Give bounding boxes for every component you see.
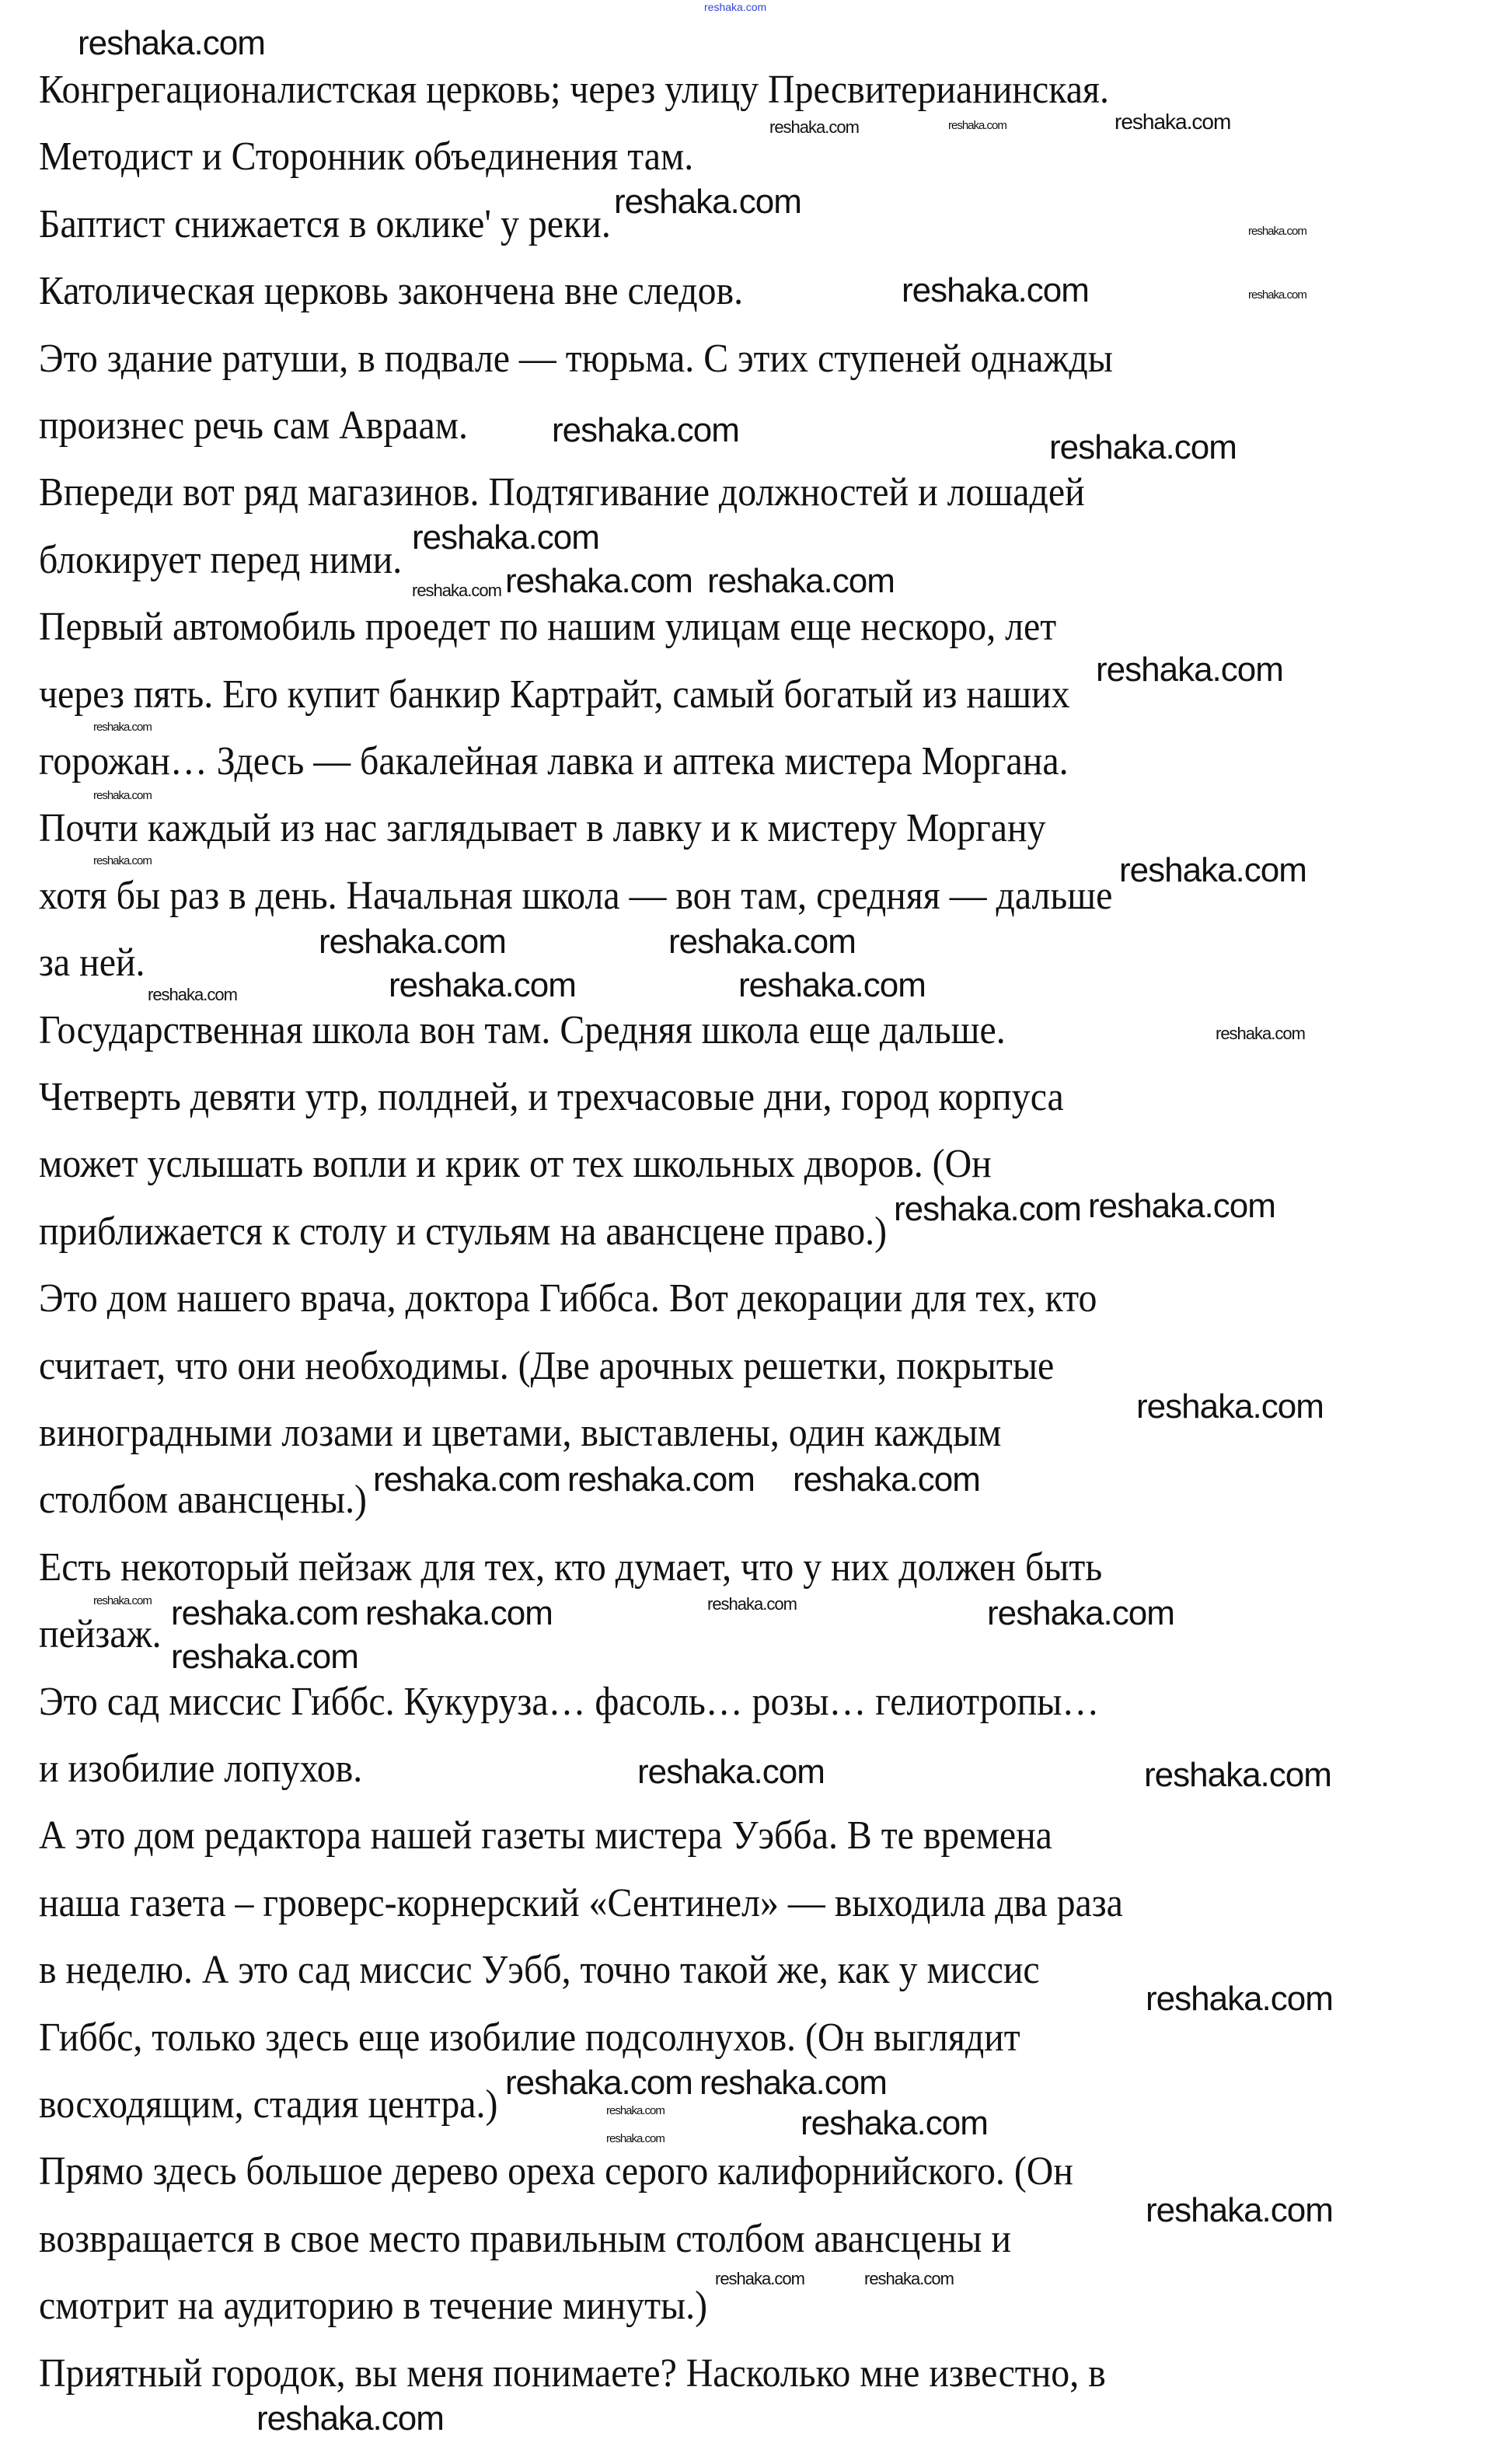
watermark: reshaka.com (668, 923, 856, 961)
watermark: reshaka.com (1049, 428, 1237, 466)
watermark: reshaka.com (78, 24, 265, 62)
text-line: горожан… Здесь — бакалейная лавка и аптека мистера Моргана. (39, 739, 1069, 784)
text-line: Католическая церковь закончена вне следов. (39, 269, 744, 314)
text-line: блокирует перед ними. (39, 537, 403, 582)
text-line: столбом авансцены.) (39, 1478, 367, 1523)
watermark: reshaka.com (1146, 2191, 1333, 2229)
watermark: reshaka.com (793, 1461, 980, 1499)
watermark: reshaka.com (1216, 1024, 1305, 1043)
text-line: Четверть девяти утр, полдней, и трехчасовые дни, город корпуса (39, 1075, 1064, 1119)
watermark: reshaka.com (1144, 1756, 1331, 1794)
watermark: reshaka.com (987, 1594, 1174, 1632)
text-line: Конгрегационалистская церковь; через улицу Пресвитерианинская. (39, 68, 1109, 112)
text-line: Есть некоторый пейзаж для тех, кто думает, что у них должен быть (39, 1544, 1103, 1590)
text-line: Гиббс, только здесь еще изобилие подсолнухов. (Он выглядит (39, 2015, 1020, 2060)
text-line: считает, что они необходимы. (Две арочных решетки, покрытые (39, 1343, 1055, 1388)
watermark: reshaka.com (412, 518, 599, 557)
header-watermark: reshaka.com (704, 1, 767, 13)
watermark: reshaka.com (715, 2269, 804, 2288)
watermark: reshaka.com (894, 1190, 1081, 1228)
watermark: reshaka.com (1146, 1980, 1333, 2018)
text-line: Прямо здесь большое дерево ореха серого калифорнийского. (Он (39, 2149, 1073, 2194)
watermark: reshaka.com (319, 923, 506, 961)
text-line: хотя бы раз в день. Начальная школа — вон там, средняя — дальше (39, 873, 1113, 918)
watermark: reshaka.com (93, 721, 152, 734)
watermark: reshaka.com (707, 562, 895, 600)
text-line: смотрит на аудиторию в течение минуты.) (39, 2284, 708, 2329)
watermark: reshaka.com (1096, 651, 1283, 689)
watermark: reshaka.com (552, 411, 739, 449)
watermark: reshaka.com (738, 966, 926, 1004)
watermark: reshaka.com (256, 2399, 444, 2438)
text-line: Баптист снижается в оклике' у реки. (39, 201, 611, 246)
watermark: reshaka.com (769, 117, 859, 137)
text-line: Первый автомобиль проедет по нашим улицам еще нескоро, лет (39, 605, 1057, 650)
watermark: reshaka.com (505, 562, 692, 600)
watermark: reshaka.com (637, 1753, 825, 1791)
text-line: и изобилие лопухов. (39, 1747, 363, 1791)
watermark: reshaka.com (1248, 225, 1306, 238)
text-line: произнес речь сам Авраам. (39, 403, 469, 448)
text-line: виноградными лозами и цветами, выставлены, один каждым (39, 1411, 1002, 1455)
watermark: reshaka.com (1088, 1187, 1275, 1225)
text-line: в неделю. А это сад миссис Уэбб, точно такой же, как у миссис (39, 1948, 1040, 1993)
text-line: Методист и Сторонник объединения там. (39, 134, 694, 180)
watermark: reshaka.com (606, 2132, 665, 2145)
text-line: А это дом редактора нашей газеты мистера Уэбба. В те времена (39, 1813, 1052, 1858)
watermark: reshaka.com (864, 2269, 954, 2288)
text-line: Это сад миссис Гиббс. Кукуруза… фасоль… розы… гелиотропы… (39, 1679, 1100, 1724)
watermark: reshaka.com (373, 1461, 560, 1499)
watermark: reshaka.com (1119, 851, 1306, 889)
watermark: reshaka.com (93, 789, 152, 802)
text-line: восходящим, стадия центра.) (39, 2082, 498, 2127)
watermark: reshaka.com (699, 2064, 887, 2102)
watermark: reshaka.com (1248, 288, 1306, 302)
watermark: reshaka.com (948, 119, 1006, 132)
text-line: возвращается в свое место правильным столбом авансцены и (39, 2216, 1011, 2261)
text-line: может услышать вопли и крик от тех школьных дворов. (Он (39, 1142, 992, 1187)
watermark: reshaka.com (567, 1461, 755, 1499)
text-line: Это здание ратуши, в подвале — тюрьма. С этих ступеней однажды (39, 336, 1113, 381)
watermark: reshaka.com (1115, 110, 1231, 134)
watermark: reshaka.com (389, 966, 576, 1004)
watermark: reshaka.com (365, 1594, 553, 1632)
text-line: Впереди вот ряд магазинов. Подтягивание должностей и лошадей (39, 470, 1085, 515)
text-line: за ней. (39, 941, 145, 986)
watermark: reshaka.com (148, 985, 237, 1004)
watermark: reshaka.com (902, 271, 1089, 309)
watermark: reshaka.com (707, 1594, 797, 1614)
watermark: reshaka.com (801, 2104, 988, 2142)
watermark: reshaka.com (412, 581, 501, 600)
watermark: reshaka.com (93, 854, 152, 867)
text-line: через пять. Его купит банкир Картрайт, самый богатый из наших (39, 672, 1070, 717)
text-line: Это дом нашего врача, доктора Гиббса. Вот декорации для тех, кто (39, 1276, 1097, 1321)
watermark: reshaka.com (1136, 1387, 1324, 1426)
text-line: приближается к столу и стульям на авансцене право.) (39, 1209, 888, 1254)
text-line: пейзаж. (39, 1612, 162, 1657)
watermark: reshaka.com (171, 1594, 358, 1632)
watermark: reshaka.com (93, 1594, 152, 1607)
watermark: reshaka.com (505, 2064, 692, 2102)
text-line: Приятный городок, вы меня понимаете? Насколько мне известно, в (39, 2351, 1106, 2396)
text-line: Почти каждый из нас заглядывает в лавку и к мистеру Моргану (39, 806, 1046, 851)
watermark: reshaka.com (606, 2104, 665, 2117)
text-line: наша газета – гроверс-корнерский «Сентинел» — выходила два раза (39, 1880, 1123, 1925)
watermark: reshaka.com (614, 183, 801, 221)
text-line: Государственная школа вон там. Средняя школа еще дальше. (39, 1007, 1006, 1052)
watermark: reshaka.com (171, 1638, 358, 1676)
